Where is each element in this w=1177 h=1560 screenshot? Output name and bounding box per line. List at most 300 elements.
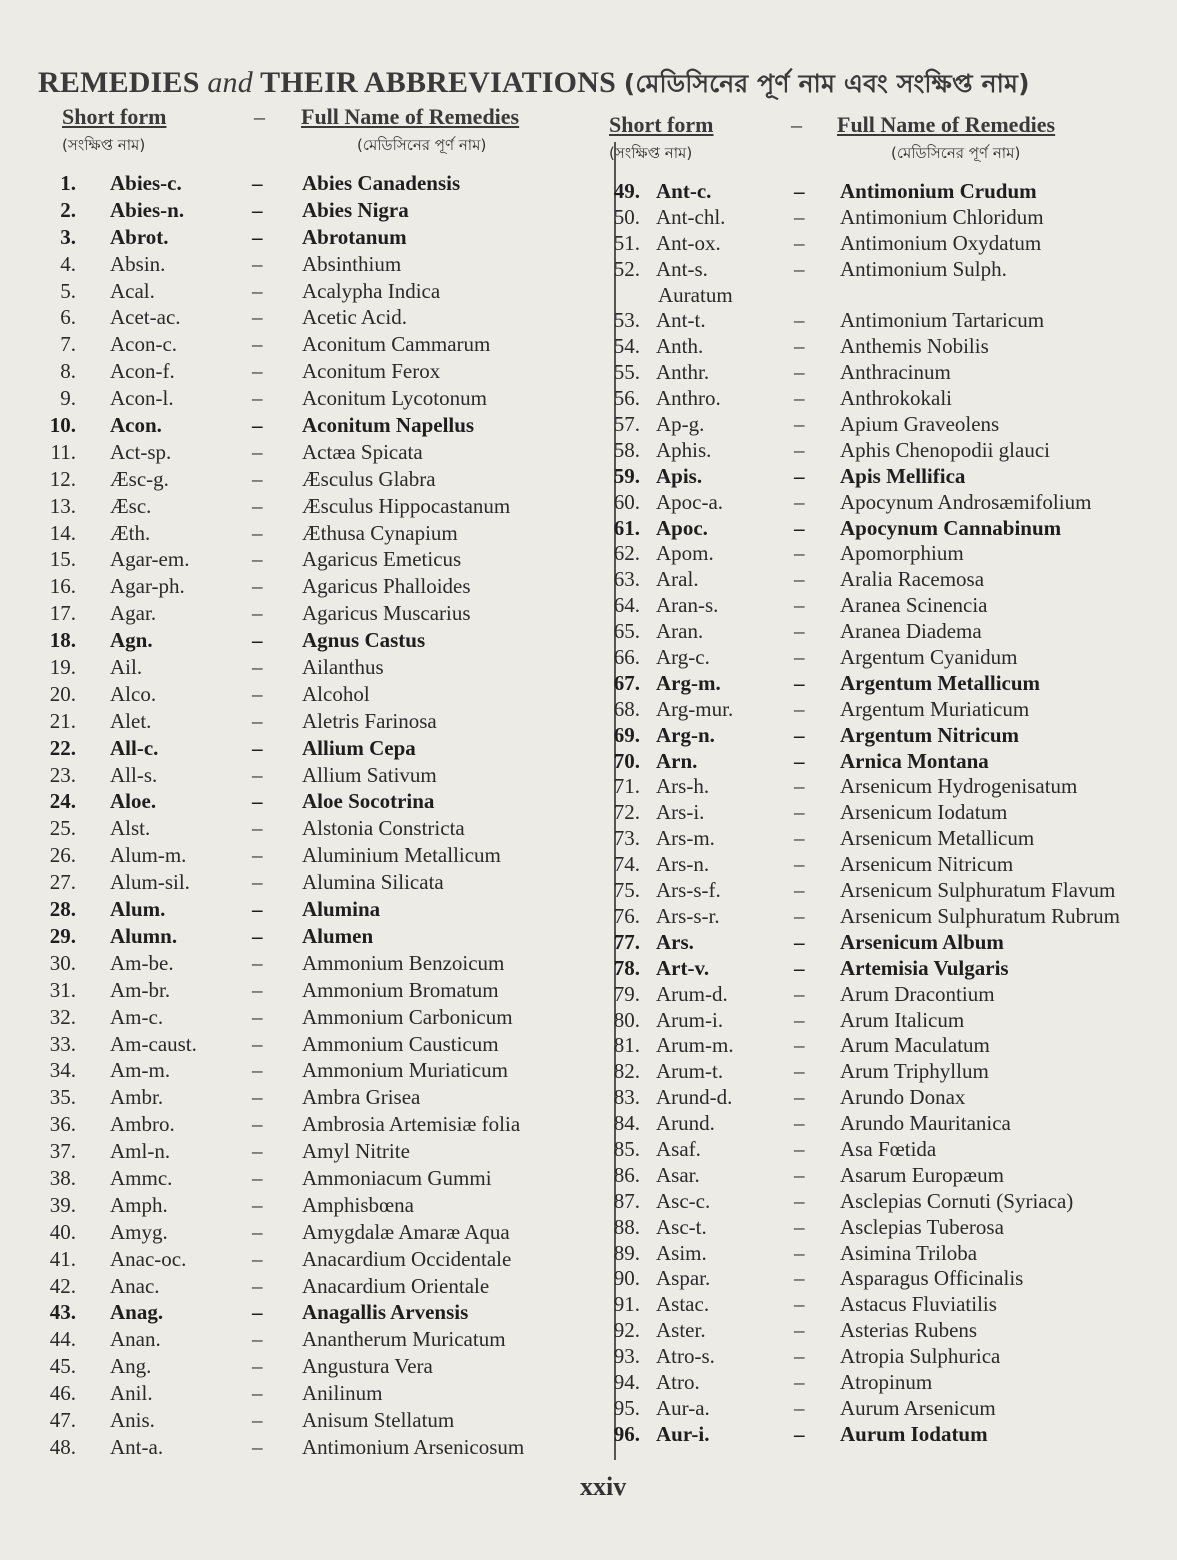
page-title [38,64,1148,107]
row-dash: – [252,1246,263,1271]
remedy-row [606,1084,1146,1110]
remedy-full-name: Arsenicum Sulphuratum Rubrum [840,903,1120,928]
remedy-full-name: Anisum Stellatum [302,1407,455,1432]
remedy-full-name: Atropinum [840,1369,933,1394]
remedy-row [49,1380,592,1407]
remedy-row [606,696,1146,722]
row-dash: – [252,224,263,249]
remedy-row [606,463,1146,489]
remedy-abbreviation: Absin. [110,251,166,276]
remedy-row [606,515,1146,541]
remedy-abbreviation: Alet. [110,708,152,733]
remedy-full-name: Artemisia Vulgaris [840,955,1009,980]
short-form-header: Short form [609,112,714,137]
remedy-full-name: Abies Nigra [302,197,409,222]
remedy-abbreviation: Arund. [656,1111,715,1136]
remedy-abbreviation: Aml-n. [110,1139,171,1164]
remedy-row [606,877,1146,903]
remedy-abbreviation: Aur-i. [656,1421,710,1446]
row-dash: – [794,515,805,540]
remedy-abbreviation: Anil. [110,1381,153,1406]
row-dash: – [794,1136,805,1161]
row-dash: – [252,1327,263,1352]
row-dash: – [794,1421,805,1446]
remedy-row [606,825,1146,851]
remedy-row [62,224,592,251]
full-name-header: Full Name of Remedies [301,104,520,129]
remedy-full-name: Anacardium Occidentale [302,1246,512,1271]
remedy-abbreviation: Alst. [110,816,151,841]
remedy-abbreviation: Acon-f. [110,359,175,384]
row-dash: – [794,852,805,877]
remedy-row [49,1326,592,1353]
remedy-full-name: Aluminium Metallicum [302,843,501,868]
remedy-abbreviation: Atro-s. [656,1344,715,1369]
remedy-number: 1. [60,171,76,195]
remedy-full-name: Aconitum Lycotonum [302,386,487,411]
remedy-row [49,788,592,815]
remedy-abbreviation: Asc-t. [656,1214,707,1239]
remedy-row [606,1240,1146,1266]
row-dash: – [794,903,805,928]
remedy-abbreviation: Aur-a. [656,1395,710,1420]
remedy-full-name: Ailanthus [302,655,384,680]
remedy-full-name: Æthusa Cynapium [302,520,458,545]
remedy-number: 34. [49,1058,76,1083]
remedy-full-name: Actæa Spicata [302,439,423,464]
remedy-row [606,333,1146,359]
remedy-full-name: Asterias Rubens [840,1318,978,1343]
remedy-row [49,1353,592,1380]
remedy-row [49,1004,592,1031]
remedy-number: 87. [613,1188,640,1213]
title-and: and [207,66,253,99]
remedy-row [606,385,1146,411]
row-dash: – [252,950,263,975]
remedy-full-name: Aranea Diadema [840,619,982,644]
remedy-number: 48. [49,1434,76,1459]
row-dash: – [252,493,263,518]
row-dash: – [794,696,805,721]
remedy-abbreviation: Ail. [110,655,143,680]
remedy-abbreviation: Arg-mur. [656,696,734,721]
remedy-full-name: Ambra Grisea [302,1085,421,1110]
row-dash: – [794,722,805,747]
remedy-full-name: Antimonium Sulph. [840,256,1007,281]
remedy-full-name: Amygdalæ Amaræ Aqua [302,1219,510,1244]
row-dash: – [794,541,805,566]
remedy-row [49,708,592,735]
remedy-number: 44. [49,1327,76,1352]
remedy-abbreviation: Ars-m. [656,826,715,851]
remedy-abbreviation: Am-m. [110,1058,171,1083]
remedy-number: 31. [49,977,76,1002]
remedy-full-name: Atropia Sulphurica [840,1344,1001,1369]
remedy-abbreviation: Apoc-a. [656,489,724,514]
remedy-abbreviation: Am-c. [110,1004,164,1029]
row-dash: – [794,1240,805,1265]
remedy-full-name: Aletris Farinosa [302,708,437,733]
remedy-full-name: Arum Dracontium [840,981,995,1006]
remedy-number: 72. [613,800,640,825]
remedy-row [49,1057,592,1084]
remedy-row [49,1031,592,1058]
remedy-abbreviation: Abies-c. [110,171,182,195]
remedy-row [606,1110,1146,1136]
remedy-abbreviation: Aspar. [656,1266,711,1291]
row-dash: – [794,1033,805,1058]
remedy-number: 96. [613,1421,640,1446]
row-dash: – [252,466,263,491]
remedy-row [606,178,1146,204]
short-form-header-bengali: (সংক্ষিপ্ত নাম) [62,136,146,154]
remedy-number: 45. [49,1354,76,1379]
page-number: xxiv [580,1472,627,1501]
remedy-full-name: Agnus Castus [302,628,426,653]
remedy-full-name: Acalypha Indica [302,278,441,303]
remedy-full-name: Alumina [302,897,381,922]
remedy-number: 67. [613,670,640,695]
remedy-row [606,359,1146,385]
remedy-number: 6. [60,305,76,330]
row-dash: – [252,251,263,276]
remedy-full-name: Ammonium Bromatum [302,977,499,1002]
remedy-full-name: Æsculus Glabra [302,466,436,491]
remedy-abbreviation: Arum-i. [656,1007,724,1032]
remedy-full-name: Alumen [302,923,374,948]
remedy-row [606,1214,1146,1240]
remedy-full-name: Asimina Triloba [840,1240,978,1265]
row-dash: – [252,359,263,384]
remedy-abbreviation: Agar. [110,601,157,626]
remedy-full-name: Aranea Scinencia [840,593,988,618]
remedy-abbreviation: Art-v. [656,955,710,980]
remedy-abbreviation: Ars-s-r. [656,903,720,928]
remedy-abbreviation: All-s. [110,762,158,787]
remedy-row [49,466,592,493]
remedy-full-name: Apomorphium [840,541,964,566]
remedy-number: 92. [613,1318,640,1343]
remedy-abbreviation: Acet-ac. [110,305,181,330]
remedy-number: 62. [613,541,640,566]
row-dash: – [794,670,805,695]
row-dash: – [794,308,805,333]
row-dash: – [252,386,263,411]
remedy-row [606,1421,1146,1447]
row-dash: – [252,870,263,895]
remedy-number: 47. [49,1407,76,1432]
remedy-row [606,851,1146,877]
row-dash: – [794,981,805,1006]
remedy-full-name: Arsenicum Album [840,929,1004,954]
remedy-abbreviation: Æth. [110,520,151,545]
remedy-row [606,1265,1146,1291]
remedy-number: 27. [49,870,76,895]
remedy-abbreviation: Arg-m. [656,670,721,695]
remedy-full-name: Antimonium Crudum [840,179,1037,203]
remedy-row [49,1273,592,1300]
remedy-number: 2. [60,197,76,222]
remedy-abbreviation: Arg-c. [656,645,710,670]
row-dash: – [794,748,805,773]
remedy-row-continuation [606,282,1146,308]
remedy-row [606,1136,1146,1162]
remedy-row [606,489,1146,515]
row-dash: – [794,1111,805,1136]
remedy-abbreviation: Act-sp. [110,439,172,464]
remedy-row [606,540,1146,566]
remedy-abbreviation: Ars-s-f. [656,878,721,903]
remedy-row [606,437,1146,463]
remedy-number: 57. [613,412,640,437]
remedy-full-name: Arum Maculatum [840,1033,990,1058]
remedy-number: 80. [613,1007,640,1032]
row-dash: – [252,305,263,330]
remedy-number: 21. [49,708,76,733]
remedy-abbreviation: Apis. [656,463,703,488]
remedy-row [606,1291,1146,1317]
remedy-full-name: Amphisbœna [302,1192,414,1217]
remedy-row [49,842,592,869]
remedy-abbreviation: Ammc. [110,1165,173,1190]
remedy-row [49,977,592,1004]
left-column [49,104,592,1461]
row-dash: – [794,619,805,644]
remedy-row [49,654,592,681]
remedy-number: 23. [49,762,76,787]
remedy-abbreviation: Alum. [110,897,166,922]
remedy-abbreviation: Aran. [656,619,704,644]
remedy-abbreviation: Aloe. [110,789,157,814]
row-dash: – [794,360,805,385]
remedy-row [606,592,1146,618]
remedy-abbreviation: Asc-c. [656,1188,711,1213]
remedy-row [49,1246,592,1273]
row-dash: – [252,735,263,760]
remedy-full-name: Antimonium Arsenicosum [302,1434,525,1459]
remedy-full-name: Aconitum Cammarum [302,332,491,357]
row-dash: – [794,878,805,903]
remedy-row [606,1007,1146,1033]
remedy-row [606,903,1146,929]
remedy-abbreviation: Aphis. [656,437,712,462]
remedy-row [606,307,1146,333]
remedy-abbreviation: Arund-d. [656,1085,733,1110]
row-dash: – [794,179,805,203]
remedy-row [49,735,592,762]
full-name-header-bengali: (মেডিসিনের পূর্ণ নাম) [891,144,1021,162]
row-dash: – [252,789,263,814]
short-form-header-bengali: (সংক্ষিপ্ত নাম) [609,144,693,162]
remedy-row [49,520,592,547]
remedy-number: 18. [49,628,76,653]
remedy-number: 19. [49,655,76,680]
right-column [606,112,1146,1447]
remedy-full-name: Astacus Fluviatilis [840,1292,997,1317]
row-dash: – [252,1085,263,1110]
remedy-number: 54. [613,334,640,359]
remedy-number: 36. [49,1112,76,1137]
remedy-row [62,197,592,224]
row-dash: – [794,1085,805,1110]
remedy-row [606,799,1146,825]
remedy-row [49,681,592,708]
remedy-abbreviation: Amph. [110,1192,168,1217]
remedy-abbreviation: Aral. [656,567,699,592]
remedy-abbreviation: Agn. [110,628,153,653]
header-dash: – [791,112,802,137]
remedy-row [606,256,1146,282]
remedy-number: 77. [613,929,640,954]
remedy-full-name: Aurum Arsenicum [840,1395,996,1420]
remedy-number: 11. [50,439,76,464]
remedy-full-name: Agaricus Muscarius [302,601,471,626]
remedy-full-name: Aralia Racemosa [840,567,985,592]
remedy-abbreviation: Anac-oc. [110,1246,187,1271]
remedy-row [49,762,592,789]
remedy-number: 84. [613,1111,640,1136]
remedy-abbreviation: Ambro. [110,1112,175,1137]
row-dash: – [794,1059,805,1084]
remedy-full-name: Agaricus Emeticus [302,547,462,572]
remedy-abbreviation: Anthr. [656,360,710,385]
remedy-number: 78. [613,955,640,980]
remedy-abbreviation: Ant-ox. [656,230,721,255]
remedy-full-name: Alcohol [302,681,370,706]
full-name-header: Full Name of Remedies [837,112,1056,137]
remedy-number: 59. [613,463,640,488]
remedy-abbreviation: Alum-m. [110,843,187,868]
remedy-abbreviation: All-c. [110,735,159,760]
row-dash: – [252,1112,263,1137]
remedy-number: 71. [613,774,640,799]
row-dash: – [794,386,805,411]
row-dash: – [794,1395,805,1420]
remedy-full-name: Abies Canadensis [302,171,461,195]
remedy-number: 88. [613,1214,640,1239]
remedy-row [606,618,1146,644]
row-dash: – [794,645,805,670]
remedy-full-name: Apocynum Androsæmifolium [840,489,1092,514]
row-dash: – [794,230,805,255]
remedy-full-name: Allium Sativum [302,762,437,787]
remedy-number: 95. [613,1395,640,1420]
remedy-abbreviation: Acon-c. [110,332,178,357]
title-bengali: (মেডিসিনের পূর্ণ নাম এবং সংক্ষিপ্ত নাম) [623,69,1030,98]
remedy-full-name: Alstonia Constricta [302,816,465,841]
row-dash: – [252,547,263,572]
row-dash: – [794,463,805,488]
remedy-number: 75. [613,878,640,903]
remedy-number: 25. [49,816,76,841]
full-name-header-bengali: (মেডিসিনের পূর্ণ নাম) [357,136,487,154]
remedy-full-name: Agaricus Phalloides [302,574,471,599]
row-dash: – [252,1381,263,1406]
remedy-full-name: Arum Italicum [840,1007,965,1032]
remedy-number: 5. [60,278,76,303]
remedy-abbreviation: Ars-i. [656,800,705,825]
remedy-abbreviation: Astac. [656,1292,710,1317]
remedy-row [606,230,1146,256]
remedy-full-name: Ammonium Carbonicum [302,1004,513,1029]
remedy-row [606,981,1146,1007]
row-dash: – [252,601,263,626]
remedy-abbreviation: Ant-a. [110,1434,164,1459]
row-dash: – [794,1162,805,1187]
row-dash: – [252,655,263,680]
row-dash: – [794,1369,805,1394]
remedy-abbreviation: Arg-n. [656,722,715,747]
remedy-row [606,566,1146,592]
row-dash: – [252,1004,263,1029]
remedy-full-name: Anacardium Orientale [302,1273,490,1298]
remedy-row [606,1343,1146,1369]
row-dash: – [794,1007,805,1032]
remedy-full-name: Arsenicum Metallicum [840,826,1035,851]
remedy-full-name: Asclepias Cornuti (Syriaca) [840,1188,1074,1213]
remedy-abbreviation: Ant-c. [656,179,712,203]
remedy-row [49,493,592,520]
remedy-full-name: Arsenicum Iodatum [840,800,1008,825]
remedy-number: 38. [49,1165,76,1190]
remedy-abbreviation: Arn. [656,748,698,773]
row-dash: – [794,929,805,954]
row-dash: – [252,681,263,706]
remedy-number: 64. [613,593,640,618]
remedy-abbreviation: Arum-m. [656,1033,734,1058]
remedy-number: 9. [60,386,76,411]
row-dash: – [252,171,263,195]
remedy-number: 52. [613,256,640,281]
remedy-number: 60. [613,489,640,514]
remedy-full-name: Antimonium Oxydatum [840,230,1042,255]
remedy-abbreviation: Ant-s. [656,256,708,281]
remedy-row [62,304,592,331]
remedy-abbreviation: Anac. [110,1273,160,1298]
remedy-row [606,204,1146,230]
remedy-row [49,1407,592,1434]
remedy-number: 89. [613,1240,640,1265]
remedy-abbreviation: Asaf. [656,1136,701,1161]
right-column-header [606,112,1146,178]
remedy-number: 14. [49,520,76,545]
row-dash: – [252,413,263,438]
remedy-abbreviation: Agar-ph. [110,574,185,599]
remedy-number: 49. [613,179,640,203]
remedy-full-name: Ambrosia Artemisiæ folia [302,1112,521,1137]
remedy-abbreviation: Anthro. [656,386,721,411]
remedy-row [606,1369,1146,1395]
remedy-row [49,1434,592,1461]
remedy-number: 7. [60,332,76,357]
remedy-number: 12. [49,466,76,491]
remedy-full-name: Absinthium [302,251,402,276]
remedy-abbreviation: Anan. [110,1327,161,1352]
remedy-full-name: Aloe Socotrina [302,789,435,814]
left-remedy-list [49,170,592,1461]
remedy-row [49,1084,592,1111]
remedy-abbreviation: Æsc-g. [110,466,169,491]
row-dash: – [794,256,805,281]
remedy-row [606,748,1146,774]
remedy-full-name: Aconitum Napellus [302,413,475,438]
short-form-header: Short form [62,104,167,129]
remedy-row [49,815,592,842]
row-dash: – [252,332,263,357]
remedy-row [49,1165,592,1192]
remedy-row [49,1111,592,1138]
remedy-full-name: Arundo Donax [840,1085,966,1110]
